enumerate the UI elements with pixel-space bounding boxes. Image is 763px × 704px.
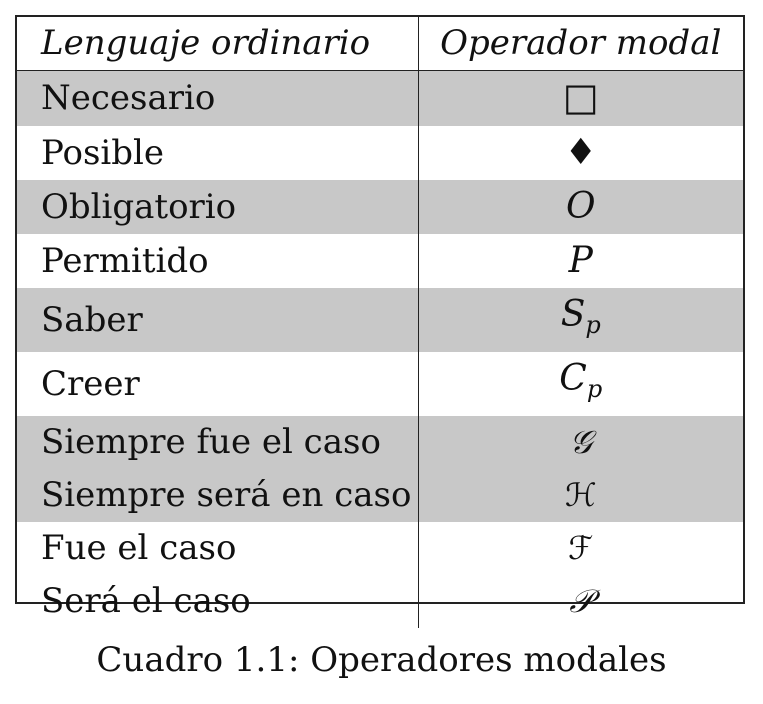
row-operator — [418, 416, 743, 469]
table-row — [17, 180, 743, 234]
row-operator — [418, 234, 743, 288]
row-language: Siempre será en caso — [17, 469, 418, 522]
modal-operators-table — [15, 15, 745, 621]
row-language: Permitido — [17, 234, 418, 288]
table-caption: Cuadro 1.1: Operadores modales — [96, 640, 667, 680]
header-ordinary-language: Lenguaje ordinario — [17, 17, 418, 71]
row-operator — [418, 352, 743, 416]
knowledge-symbol: S — [560, 294, 586, 335]
table-row — [17, 416, 743, 469]
table-row — [17, 126, 743, 180]
table-row — [17, 234, 743, 288]
past-symbol: ℱ — [568, 529, 594, 567]
row-operator — [418, 126, 743, 180]
table-row — [17, 71, 743, 127]
row-language: Obligatorio — [17, 180, 418, 234]
necessity-box-symbol: □ — [562, 75, 599, 119]
table-row — [17, 352, 743, 416]
row-operator — [418, 469, 743, 522]
belief-symbol: C — [559, 358, 587, 399]
row-operator — [418, 180, 743, 234]
row-language: Saber — [17, 288, 418, 352]
possibility-diamond-symbol: ♦ — [564, 132, 597, 173]
knowledge-subscript: p — [585, 311, 601, 339]
row-operator — [418, 575, 743, 628]
header-modal-operator: Operador modal — [418, 17, 743, 71]
obligation-symbol: O — [565, 186, 596, 227]
table-header-row — [17, 17, 743, 71]
always-past-symbol: 𝒢 — [569, 423, 593, 461]
row-operator — [418, 288, 743, 352]
table-row — [17, 288, 743, 352]
row-language: Necesario — [17, 71, 418, 127]
row-language: Posible — [17, 126, 418, 180]
table-row — [17, 469, 743, 522]
permission-symbol: P — [568, 240, 593, 281]
always-future-symbol: ℋ — [564, 476, 597, 514]
table-row — [17, 575, 743, 628]
table-row — [17, 522, 743, 575]
table — [17, 17, 743, 628]
row-language: Creer — [17, 352, 418, 416]
future-symbol: 𝒫 — [569, 582, 593, 620]
row-language: Siempre fue el caso — [17, 416, 418, 469]
row-language: Será el caso — [17, 575, 418, 628]
row-operator — [418, 522, 743, 575]
belief-subscript: p — [586, 375, 603, 403]
row-language: Fue el caso — [17, 522, 418, 575]
row-operator — [418, 71, 743, 127]
